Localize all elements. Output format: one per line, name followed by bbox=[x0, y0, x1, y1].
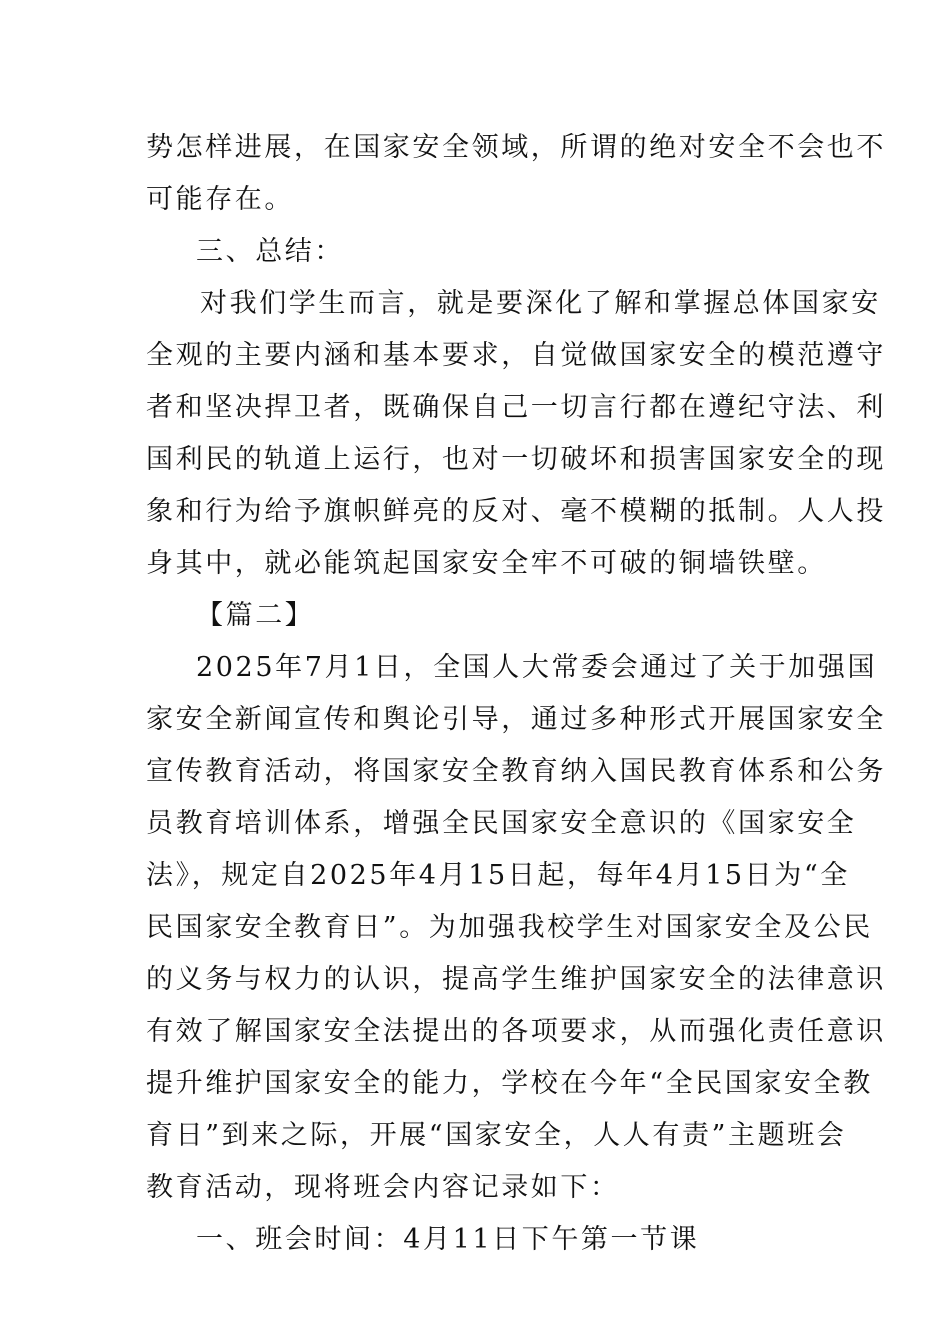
text-line: 势怎样进展，在国家安全领域，所谓的绝对安全不会也不 bbox=[146, 132, 886, 163]
section-heading: 【篇二】 bbox=[196, 600, 315, 631]
text-line: 全观的主要内涵和基本要求，自觉做国家安全的模范遵守 bbox=[146, 340, 886, 371]
text-line: 有效了解国家安全法提出的各项要求，从而强化责任意识 bbox=[146, 1016, 886, 1047]
text-line: 者和坚决捍卫者，既确保自己一切言行都在遵纪守法、利 bbox=[146, 392, 886, 423]
text-line: 对我们学生而言，就是要深化了解和掌握总体国家安 bbox=[200, 288, 881, 319]
text-line: 象和行为给予旗帜鲜亮的反对、毫不模糊的抵制。人人投 bbox=[146, 496, 886, 527]
text-line: 育日”到来之际，开展“国家安全，人人有责”主题班会 bbox=[146, 1120, 847, 1151]
text-line: 法》，规定自2025年4月15日起，每年4月15日为“全 bbox=[146, 860, 850, 891]
text-line: 可能存在。 bbox=[146, 184, 294, 215]
text-line: 身其中，就必能筑起国家安全牢不可破的铜墙铁壁。 bbox=[146, 548, 827, 579]
text-line: 国利民的轨道上运行，也对一切破坏和损害国家安全的现 bbox=[146, 444, 886, 475]
text-line: 提升维护国家安全的能力，学校在今年“全民国家安全教 bbox=[146, 1068, 873, 1099]
text-line: 一、班会时间：4月11日下午第一节课 bbox=[196, 1224, 700, 1255]
text-line: 员教育培训体系，增强全民国家安全意识的《国家安全 bbox=[146, 808, 857, 839]
text-line: 的义务与权力的认识，提高学生维护国家安全的法律意识 bbox=[146, 964, 886, 995]
text-line: 宣传教育活动，将国家安全教育纳入国民教育体系和公务 bbox=[146, 756, 886, 787]
text-line: 教育活动，现将班会内容记录如下： bbox=[146, 1172, 620, 1203]
text-line: 民国家安全教育日”。为加强我校学生对国家安全及公民 bbox=[146, 912, 873, 943]
text-line: 2025年7月1日，全国人大常委会通过了关于加强国 bbox=[196, 652, 878, 683]
text-line: 家安全新闻宣传和舆论引导，通过多种形式开展国家安全 bbox=[146, 704, 886, 735]
section-heading: 三、总结： bbox=[196, 236, 344, 267]
